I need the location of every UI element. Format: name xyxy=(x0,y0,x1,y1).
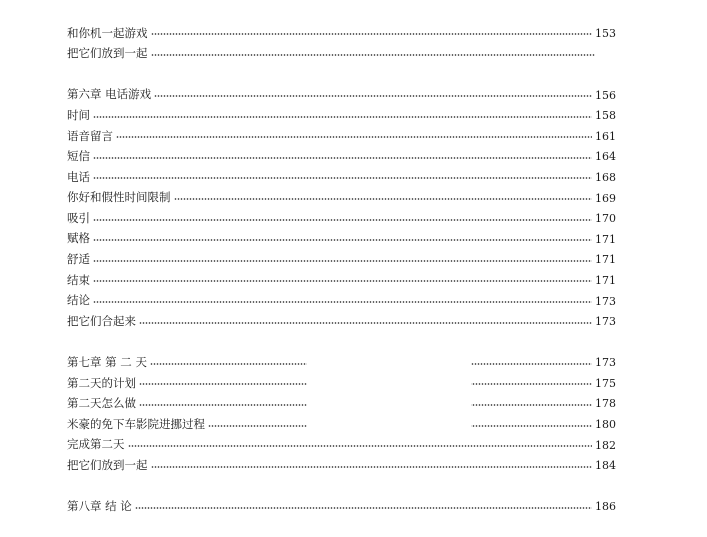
toc-entry-title: 电话 xyxy=(67,169,90,184)
dot-leader xyxy=(174,198,593,200)
toc-entry-page: 173 xyxy=(595,315,616,329)
dot-leader xyxy=(151,33,593,35)
toc-entry xyxy=(67,167,616,188)
blank-gap xyxy=(307,354,471,433)
dot-leader xyxy=(93,177,592,179)
toc-entry-page: 153 xyxy=(595,26,616,40)
toc-entry-page: 178 xyxy=(595,397,616,411)
toc-entry-title: 把它们放到一起 xyxy=(67,458,148,473)
toc-entry xyxy=(67,270,616,291)
dot-leader xyxy=(93,280,592,282)
toc-entry-page: 182 xyxy=(595,438,616,452)
toc-entry xyxy=(67,208,616,229)
toc-entry-title: 把它们合起来 xyxy=(67,313,136,328)
toc-entry-page: 171 xyxy=(595,273,616,287)
toc-entry-title: 第八章 结 论 xyxy=(67,499,132,514)
toc-entry xyxy=(67,188,616,209)
toc-entry-title: 舒适 xyxy=(67,252,90,267)
toc-entry xyxy=(67,44,616,65)
dot-leader xyxy=(93,260,592,262)
toc-entry-page: 171 xyxy=(595,253,616,267)
toc-entry-title: 和你机一起游戏 xyxy=(67,25,148,40)
toc-entry xyxy=(67,229,616,250)
toc-entry-page: 170 xyxy=(595,212,616,226)
toc-entry-page: 168 xyxy=(595,170,616,184)
toc-entry-page: 158 xyxy=(595,109,616,123)
toc-entry-page: 171 xyxy=(595,232,616,246)
toc-entry-page: 184 xyxy=(595,459,616,473)
toc-entry xyxy=(67,126,616,147)
toc-entry xyxy=(67,435,616,456)
toc-entry-title: 吸引 xyxy=(67,210,90,225)
toc-entry xyxy=(67,105,616,126)
toc-entry-title: 第七章 第 二 天 xyxy=(67,355,147,370)
dot-leader xyxy=(116,136,592,138)
toc-entry-page: 169 xyxy=(595,191,616,205)
toc-chapter-heading xyxy=(67,85,616,106)
toc-entry-title: 赋格 xyxy=(67,231,90,246)
toc-entry xyxy=(67,311,616,332)
dot-leader xyxy=(93,116,592,118)
dot-leader xyxy=(135,507,592,509)
toc-entry-title: 你好和假性时间限制 xyxy=(67,190,171,205)
toc-entry-title: 第二天怎么做 xyxy=(67,396,136,411)
toc-entry-title: 完成第二天 xyxy=(67,437,125,452)
toc-entry-page: 175 xyxy=(595,376,616,390)
toc-entry-title: 语音留言 xyxy=(67,128,113,143)
dot-leader xyxy=(139,322,592,324)
toc-entry xyxy=(67,291,616,312)
toc-entry-title: 米豪的免下车影院进挪过程 xyxy=(67,416,205,431)
toc-entry-page: 164 xyxy=(595,150,616,164)
toc-entry-title: 第二天的计划 xyxy=(67,375,136,390)
dot-leader xyxy=(154,95,592,97)
table-of-contents xyxy=(67,23,616,517)
toc-entry xyxy=(67,147,616,168)
toc-entry-title: 时间 xyxy=(67,107,90,122)
dot-leader xyxy=(93,239,592,241)
toc-entry-title: 把它们放到一起 xyxy=(67,46,148,61)
dot-leader xyxy=(93,157,592,159)
dot-leader xyxy=(151,54,596,56)
toc-entry-title: 结束 xyxy=(67,272,90,287)
toc-entry xyxy=(67,23,616,44)
toc-chapter-heading xyxy=(67,497,616,518)
toc-entry-page: 180 xyxy=(595,418,616,432)
toc-entry-page: 161 xyxy=(595,129,616,143)
toc-entry-page: 156 xyxy=(595,88,616,102)
dot-leader xyxy=(128,445,593,447)
toc-entry xyxy=(67,455,616,476)
toc-entry-page: 173 xyxy=(595,356,616,370)
toc-entry-title: 短信 xyxy=(67,149,90,164)
toc-entry-title: 第六章 电话游戏 xyxy=(67,87,152,102)
toc-entry-page: 173 xyxy=(595,294,616,308)
toc-entry xyxy=(67,250,616,271)
toc-entry-page: 186 xyxy=(595,500,616,514)
dot-leader xyxy=(151,466,593,468)
dot-leader xyxy=(93,219,592,221)
toc-entry-title: 结论 xyxy=(67,293,90,308)
dot-leader xyxy=(93,301,592,303)
